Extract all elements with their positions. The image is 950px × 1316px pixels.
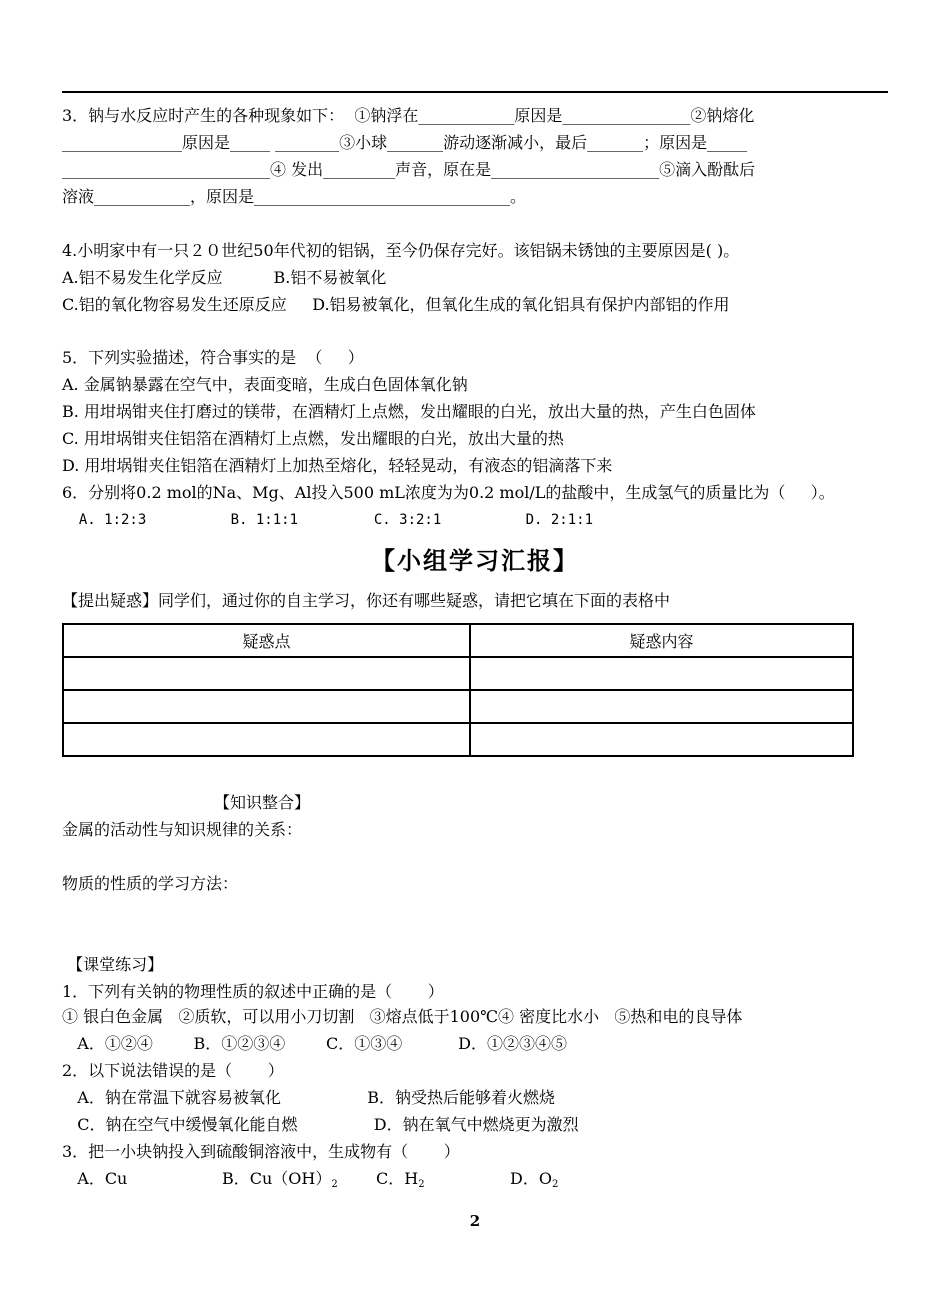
knowledge-line-2: 物质的性质的学习方法： xyxy=(62,874,239,893)
practice-3-option-d xyxy=(510,1169,558,1195)
practice-3-option-a: A．Cu xyxy=(62,1169,128,1188)
header-doubt-content: 疑惑内容 xyxy=(470,624,853,657)
q5-option-a: A. 金属钠暴露在空气中，表面变暗，生成白色固体氧化钠 xyxy=(62,375,468,394)
q3-line-2: _______________原因是_____ ________③小球_______游动逐渐减小，最后_______；原因是_____ xyxy=(62,133,748,152)
practice-3-option-b xyxy=(222,1169,338,1195)
doubt-intro: 【提出疑惑】同学们，通过你的自主学习，你还有哪些疑惑，请把它填在下面的表格中 xyxy=(62,591,671,610)
group-report-heading: 【小组学习汇报】 xyxy=(371,546,579,575)
practice-2-options-cd: C．钠在空气中缓慢氧化能自燃 D．钠在氧气中燃烧更为激烈 xyxy=(62,1115,579,1134)
option-c-subscript: 2 xyxy=(418,1179,425,1190)
q3-line-4: 溶液____________，原因是________________________________。 xyxy=(62,187,527,206)
table-row xyxy=(63,657,853,690)
practice-1-options: A．①②④ B．①②③④ C．①③④ D．①②③④⑤ xyxy=(62,1034,567,1053)
knowledge-heading: 【知识整合】 xyxy=(214,793,311,812)
table-cell[interactable] xyxy=(63,657,470,690)
q3-line-1: 3．钠与水反应时产生的各种现象如下： ①钠浮在____________原因是________________②钠熔化 xyxy=(62,106,755,125)
practice-1-stem: 1．下列有关钠的物理性质的叙述中正确的是（ ） xyxy=(62,982,444,1001)
page-number: 2 xyxy=(469,1212,481,1230)
q4-options-cd: C.铝的氧化物容易发生还原反应 D.铝易被氧化，但氧化生成的氧化铝具有保护内部铝的作用 xyxy=(62,295,730,314)
table-cell[interactable] xyxy=(63,690,470,723)
q6-options: A. 1:2:3 B. 1:1:1 C. 3:2:1 D. 2:1:1 xyxy=(62,512,594,528)
q3-line-3: __________________________④ 发出_________声音，原在是_____________________⑤滴入酚酞后 xyxy=(62,160,756,179)
practice-3-stem: 3．把一小块钠投入到硫酸铜溶液中，生成物有（ ） xyxy=(62,1142,460,1161)
table-header-row xyxy=(63,624,853,657)
q5-option-d: D. 用坩埚钳夹住铝箔在酒精灯上加热至熔化，轻轻晃动，有液态的铝滴落下来 xyxy=(62,456,613,475)
table-cell[interactable] xyxy=(470,723,853,756)
table-row xyxy=(63,723,853,756)
option-b-text: B．Cu（OH） xyxy=(222,1169,332,1188)
doubt-table xyxy=(62,623,854,757)
q5-option-b: B. 用坩埚钳夹住打磨过的镁带，在酒精灯上点燃，发出耀眼的白光，放出大量的热，产生白色固体 xyxy=(62,402,756,421)
table-cell[interactable] xyxy=(63,723,470,756)
practice-heading: 【课堂练习】 xyxy=(62,955,164,974)
header-doubt-point: 疑惑点 xyxy=(63,624,470,657)
q5-option-c: C. 用坩埚钳夹住铝箔在酒精灯上点燃，发出耀眼的白光，放出大量的热 xyxy=(62,429,564,448)
option-d-text: D．O xyxy=(510,1169,552,1188)
q4-stem: 4.小明家中有一只２０世纪50年代初的铝锅，至今仍保存完好。该铝锅未锈蚀的主要原因是( )。 xyxy=(62,241,740,260)
table-cell[interactable] xyxy=(470,690,853,723)
option-b-subscript: 2 xyxy=(331,1179,338,1190)
q4-options-ab: A.铝不易发生化学反应 B.铝不易被氧化 xyxy=(62,268,387,287)
q6-stem: 6．分别将0.2 mol的Na、Mg、Al投入500 mL浓度为为0.2 mol/L的盐酸中，生成氢气的质量比为（ ）。 xyxy=(62,483,835,502)
table-row xyxy=(63,690,853,723)
option-d-subscript: 2 xyxy=(551,1179,559,1190)
practice-2-options-ab: A．钠在常温下就容易被氧化 B．钠受热后能够着火燃烧 xyxy=(62,1088,556,1107)
table-cell[interactable] xyxy=(470,657,853,690)
practice-3-option-c xyxy=(376,1169,425,1195)
practice-2-stem: 2．以下说法错误的是（ ） xyxy=(62,1061,284,1080)
q5-stem: 5．下列实验描述，符合事实的是 （ ） xyxy=(62,348,364,367)
option-c-text: C．H xyxy=(376,1169,419,1188)
practice-1-items: ① 银白色金属 ②质软，可以用小刀切割 ③熔点低于100℃④ 密度比水小 ⑤热和电的良导体 xyxy=(62,1007,743,1026)
top-rule xyxy=(62,91,888,93)
knowledge-line-1: 金属的活动性与知识规律的关系： xyxy=(62,820,303,839)
